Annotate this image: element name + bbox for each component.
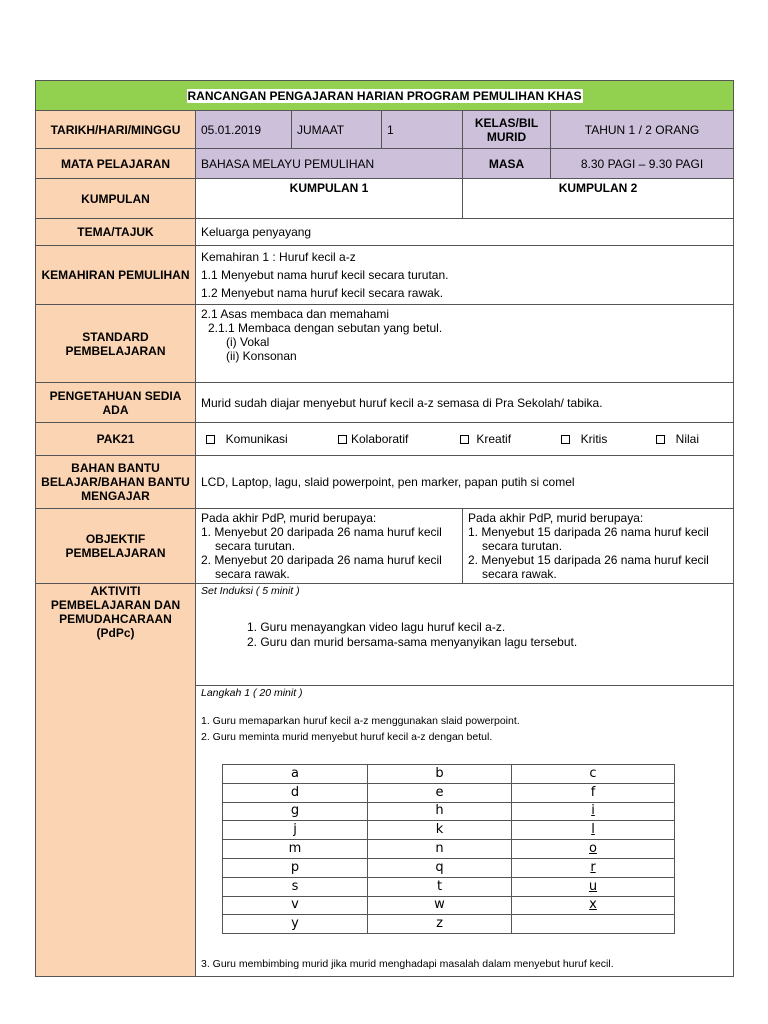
letter-cell: z xyxy=(368,915,512,934)
objective-item: 2. Menyebut 20 daripada 26 nama huruf kecil secara rawak. xyxy=(201,553,442,581)
letter-cell: i xyxy=(512,802,675,821)
standard-line: (ii) Konsonan xyxy=(226,349,297,363)
letter-cell: t xyxy=(368,877,512,896)
activity-content xyxy=(196,584,734,977)
letter-cell xyxy=(512,915,675,934)
step1-section xyxy=(196,686,733,975)
objective-item: 1. Menyebut 20 daripada 26 nama huruf kecil secara turutan. xyxy=(201,525,442,553)
pak21-option-label: Nilai xyxy=(675,432,700,446)
standard-line: (i) Vokal xyxy=(226,335,270,349)
letters-row xyxy=(223,821,675,840)
letter-cell: x xyxy=(512,896,675,915)
skill-line: 1.1 Menyebut nama huruf kecil secara turutan. xyxy=(201,268,449,282)
letters-row xyxy=(223,765,675,784)
pak21-option[interactable] xyxy=(338,432,408,446)
pak21-label: PAK21 xyxy=(36,423,196,456)
letters-row xyxy=(223,840,675,859)
checkbox-icon xyxy=(656,435,665,444)
induction-heading: Set Induksi ( 5 minit ) xyxy=(201,585,300,597)
letter-cell: e xyxy=(368,783,512,802)
class-label: KELAS/BIL MURID xyxy=(463,111,551,149)
checkbox-icon xyxy=(561,435,570,444)
objective-intro: Pada akhir PdP, murid berupaya: xyxy=(201,511,377,525)
pak21-option[interactable] xyxy=(460,432,511,446)
objective-group2 xyxy=(463,509,734,584)
letters-row xyxy=(223,896,675,915)
standard-label: STANDARD PEMBELAJARAN xyxy=(36,305,196,383)
group-label: KUMPULAN xyxy=(36,179,196,219)
skill-line: 1.2 Menyebut nama huruf kecil secara rawak. xyxy=(201,286,444,300)
plan-title xyxy=(36,81,734,111)
date-value: 05.01.2019 xyxy=(196,111,292,149)
day-value: JUMAAT xyxy=(292,111,382,149)
letter-cell: p xyxy=(223,858,368,877)
letters-row xyxy=(223,858,675,877)
pak21-option[interactable] xyxy=(656,432,699,446)
pak21-option-label: Komunikasi xyxy=(225,432,288,446)
letter-cell: b xyxy=(368,765,512,784)
activity-label: AKTIVITI PEMBELAJARAN DAN PEMUDAHCARAAN (PdPc) xyxy=(36,584,196,977)
skill-label: KEMAHIRAN PEMULIHAN xyxy=(36,246,196,305)
induction-section xyxy=(196,584,733,686)
pak21-option[interactable] xyxy=(561,432,607,446)
letter-cell: j xyxy=(223,821,368,840)
objective-group1 xyxy=(196,509,463,584)
week-value: 1 xyxy=(382,111,463,149)
standard-line: 2.1.1 Membaca dengan sebutan yang betul. xyxy=(208,321,443,335)
letter-cell: d xyxy=(223,783,368,802)
checkbox-icon xyxy=(460,435,469,444)
letters-row xyxy=(223,783,675,802)
letter-cell: q xyxy=(368,858,512,877)
letter-cell: c xyxy=(512,765,675,784)
subject-value: BAHASA MELAYU PEMULIHAN xyxy=(196,149,463,179)
pak21-option-label: Kolaboratif xyxy=(351,432,409,446)
materials-value: LCD, Laptop, lagu, slaid powerpoint, pen marker, papan putih si comel xyxy=(196,456,734,509)
checkbox-icon xyxy=(338,435,347,444)
class-value: TAHUN 1 / 2 ORANG xyxy=(551,111,734,149)
induction-item: 2. Guru dan murid bersama-sama menyanyikan lagu tersebut. xyxy=(247,635,578,649)
step1-footer: 3. Guru membimbing murid jika murid menghadapi masalah dalam menyebut huruf kecil. xyxy=(201,958,614,970)
prior-knowledge-value: Murid sudah diajar menyebut huruf kecil a-z semasa di Pra Sekolah/ tabika. xyxy=(196,383,734,423)
pak21-options xyxy=(196,423,734,456)
letter-cell: u xyxy=(512,877,675,896)
letter-cell: v xyxy=(223,896,368,915)
letter-cell: a xyxy=(223,765,368,784)
skill-line: Kemahiran 1 : Huruf kecil a-z xyxy=(201,250,356,264)
letter-cell: r xyxy=(512,858,675,877)
letters-row xyxy=(223,802,675,821)
letter-cell: w xyxy=(368,896,512,915)
materials-label: BAHAN BANTU BELAJAR/BAHAN BANTU MENGAJAR xyxy=(36,456,196,509)
pak21-option-label: Kritis xyxy=(580,432,608,446)
letter-cell: k xyxy=(368,821,512,840)
plan-title-text: RANCANGAN PENGAJARAN HARIAN PROGRAM PEMULIHAN KHAS xyxy=(187,88,582,103)
induction-item: 1. Guru menayangkan video lagu huruf kecil a-z. xyxy=(247,620,506,634)
letter-cell: n xyxy=(368,840,512,859)
time-value: 8.30 PAGI – 9.30 PAGI xyxy=(551,149,734,179)
letter-cell: g xyxy=(223,802,368,821)
step1-heading: Langkah 1 ( 20 minit ) xyxy=(201,687,303,699)
letter-cell: y xyxy=(223,915,368,934)
group1-heading: KUMPULAN 1 xyxy=(196,179,463,219)
lesson-plan-document xyxy=(35,80,733,977)
date-label: TARIKH/HARI/MINGGU xyxy=(36,111,196,149)
letter-cell: o xyxy=(512,840,675,859)
prior-knowledge-label: PENGETAHUAN SEDIA ADA xyxy=(36,383,196,423)
letter-cell: m xyxy=(223,840,368,859)
objective-intro: Pada akhir PdP, murid berupaya: xyxy=(468,511,644,525)
letter-cell: f xyxy=(512,783,675,802)
letters-row xyxy=(223,877,675,896)
step1-item: 2. Guru meminta murid menyebut huruf kecil a-z dengan betul. xyxy=(201,731,493,743)
checkbox-icon xyxy=(206,435,215,444)
standard-content xyxy=(196,305,734,383)
group2-heading: KUMPULAN 2 xyxy=(463,179,734,219)
letter-cell: s xyxy=(223,877,368,896)
theme-value: Keluarga penyayang xyxy=(196,219,734,246)
pak21-option-label: Kreatif xyxy=(476,432,512,446)
lesson-plan-table xyxy=(35,80,734,977)
letters-table xyxy=(222,764,675,934)
skill-content xyxy=(196,246,734,305)
letters-row xyxy=(223,915,675,934)
standard-line: 2.1 Asas membaca dan memahami xyxy=(201,307,390,321)
time-label: MASA xyxy=(463,149,551,179)
subject-label: MATA PELAJARAN xyxy=(36,149,196,179)
letter-cell: h xyxy=(368,802,512,821)
step1-item: 1. Guru memaparkan huruf kecil a-z menggunakan slaid powerpoint. xyxy=(201,715,520,727)
objective-item: 1. Menyebut 15 daripada 26 nama huruf kecil secara turutan. xyxy=(468,525,709,553)
objective-label: OBJEKTIF PEMBELAJARAN xyxy=(36,509,196,584)
letter-cell: l xyxy=(512,821,675,840)
theme-label: TEMA/TAJUK xyxy=(36,219,196,246)
pak21-option[interactable] xyxy=(206,432,288,446)
objective-item: 2. Menyebut 15 daripada 26 nama huruf kecil secara rawak. xyxy=(468,553,709,581)
